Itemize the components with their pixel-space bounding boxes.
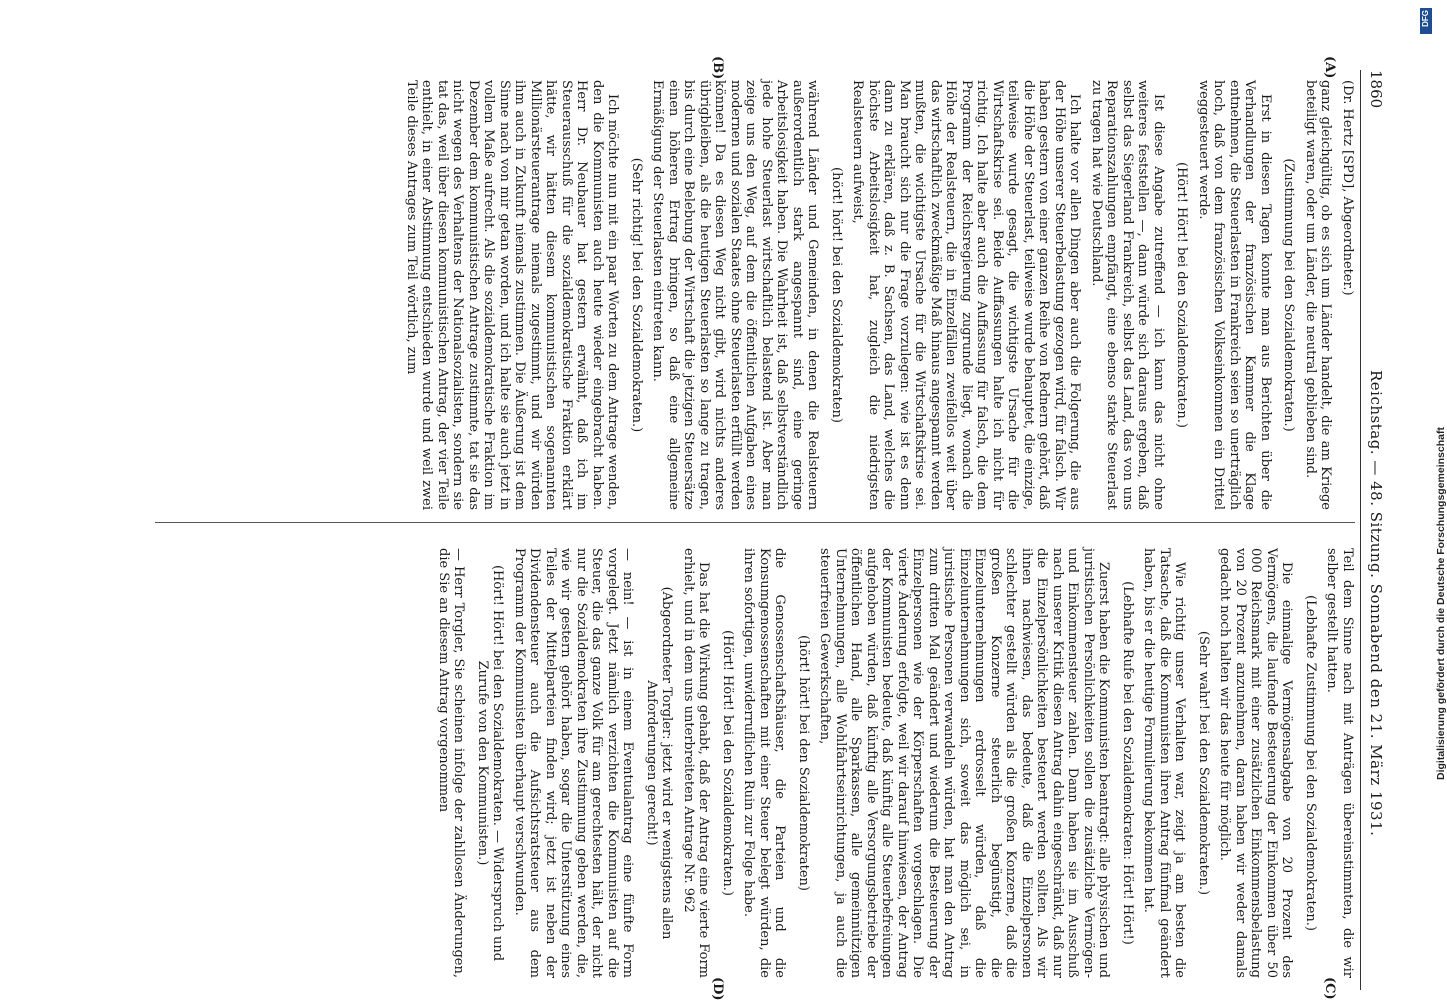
- paragraph: Zuerst haben die Kommunisten beantragt: alle physischen und juristischen Persönlichkeiten sollen die zusätzliche Vermögen- und Einkommensteuer zahlen. Dann haben sie im Ausschuß nach unserer Kritik diesen Antrag dahin eingeschränkt, daß nur die Einzelpersönlichkeiten besteuert werden sollten. Als wir ihnen nachwiesen, das bedeute, daß die Einzelpersonen schlechter gestellt würden als die großen Konzerne, daß die großen Konzerne steuerlich begünstigt, die Einzelunternehmungen erdrosselt würden, daß die Einzelunternehmungen sich, soweit das möglich sei, in juristische Personen verwandeln würden, hat man den Antrag zum dritten Mal geändert und wiederum die Besteuerung der Einzelpersonen wie der Körperschaften vorgeschlagen. Die vierte Änderung erfolgte, weil wir darauf hinwiesen, der Antrag der Kommunisten bedeute, daß künftig alle Steuerbefreiungen aufgehoben würden, daß künftig alle Versorgungsbetriebe der öffentlichen Hand, alle Sparkassen, alle gemeinnützigen Unternehmungen, alle Wohlfahrtseinrichtungen, ja auch die steuerfreien Gewerkschaften,: [817, 548, 1112, 978]
- paragraph: — Herr Torgler, Sie scheinen infolge der zahllosen Änderungen, die Sie an diesem Antrag vorgenommen: [436, 548, 467, 978]
- paragraph: Ist diese Angabe zutreffend — ich kann das nicht ohne weiteres feststellen —, dann würde sich daraus ergeben, daß selbst das Siegerland Frankreich, selbst das Land, das von uns Reparationszahlungen empfängt, eine ebenso starke Steuerlast zu tragen hat wie Deutschland.: [1089, 80, 1166, 510]
- digitization-caption: Digitalisierung gefördert durch die Deutsche Forschungsgemeinschaft: [1435, 427, 1447, 780]
- page-number: 1860: [1367, 70, 1385, 109]
- right-column: [430, 548, 1356, 978]
- left-column: [398, 80, 1356, 510]
- paragraph: Wie richtig unser Verhalten war, zeigt ja am besten die Tatsache, daß die Kommunisten ihren Antrag fünfmal geändert haben, bis er die heutige Formulierung bekommen hat.: [1141, 548, 1188, 978]
- paragraph: Ich möchte nun mit ein paar Worten zu dem Antrage wenden, den die Kommunisten auch heute wieder eingebracht haben. Herr Dr. Neubauer hat gestern erwähnt, daß ich im Steuerausschuß für die sozialdemokratische Fraktion erklärt hätte, wir hätten diesem kommunistischen sogenannten Millionärsteuerantrage niemals zugestimmt, und wir würden ihm auch in Zukunft niemals zustimmen. Die Äußerung ist dem Sinne nach von mir getan worden, und ich halte sie auch jetzt in vollem Maße aufrecht. Als die sozialdemokratische Fraktion im Dezember dem kommunistischen Antrage zustimmte, tat sie das nicht wegen des Verhaltens der Nationalsozialisten, sondern sie tat das, weil über diesen kommunistischen Antrag, der vier Teile enthielt, in einer Abstimmung entschieden wurde und weil zwei Teile dieses Antrages zum Teil wörtlich, zum: [404, 80, 621, 510]
- side-caption: [1421, 20, 1447, 1000]
- column-divider: [155, 522, 1355, 523]
- interjection: (Lebhafte Zustimmung bei den Sozialdemokraten.): [1303, 595, 1318, 931]
- margin-marker-d: (D): [710, 977, 725, 1001]
- dfg-logo-text: DFG: [1421, 10, 1430, 27]
- interjection: (Sehr wahr! bei den Sozialdemokraten.): [1196, 630, 1211, 896]
- paragraph: Teil dem Sinne nach mit Anträgen übereinstimmten, die wir selber gestellt hatten.: [1324, 548, 1355, 978]
- interjection: (Zustimmung bei den Sozialdemokraten.): [1281, 158, 1297, 432]
- interjection: (Abgeordneter Torgler: jetzt wird er wenigstens allen Anforderungen gerecht!): [644, 586, 675, 940]
- paragraph: — nein! — ist in einem Eventualantrag eine fünfte Form vorgelegt. Jetzt nämlich verzichten die Kommunisten auf die Steuer, die das ganze Volk für am gerechtesten hält, der nicht nur die Sozialdemokraten ihre Zustimmung geben werden, die, wie wir gestern gehört haben, sogar die Unterstützung eines Teiles der Mittelparteien finden wird; jetzt ist neben der Dividendensteuer auch die Aufsichtsratsteuer aus dem Programm der Kommunisten überhaupt verschwunden.: [512, 548, 636, 978]
- paragraph: während Länder und Gemeinden, in denen die Realsteuern außerordentlich stark angespannt sind, eine geringe Arbeitslosigkeit haben. Die Wahrheit ist, daß selbstverständlich jede hohe Steuerlast wirtschaftlich belastend ist. Aber man zeige uns den Weg, auf dem die öffentlichen Aufgaben eines modernen und sozialen Staates ohne Steuerlasten erfüllt werden können! Da es diesen Weg nicht gibt, wird nichts anderes übrigbleiben, als die heutigen Steuerlasten so lange zu tragen, bis durch eine Belebung der Wirtschaft die jetzigen Steuersätze einen höheren Ertrag bringen, so daß eine allgemeine Ermäßigung der Steuerlasten eintreten kann.: [650, 80, 821, 510]
- interjection: (hört! hört! bei den Sozialdemokraten): [829, 167, 844, 423]
- page-header: [1360, 70, 1387, 990]
- paragraph: die Genossenschaftshäuser, die Parteien und die Konsumgenossenschaften mit einer Steuer belegt würden, die ihren sofortigen, unwiderruflichen Ruin zur Folge habe.: [741, 548, 788, 978]
- margin-marker-a: (A): [1322, 56, 1337, 79]
- interjection: (Hört! Hört! bei den Sozialdemokraten. — Widerspruch und Zurufe von den Kommunisten.): [475, 564, 506, 962]
- running-title: Reichstag. — 48. Sitzung. Sonnabend den 21. März 1931.: [1367, 370, 1385, 837]
- paragraph: Ich halte vor allen Dingen aber auch die Folgerung, die aus der Höhe unserer Steuerbelastung gezogen wird, für falsch. Wir haben gestern von einer ganzen Reihe von Rednern gehört, daß die Höhe der Steuerlast, teilweise wurde behauptet, die einzige, teilweise wurde gesagt, die wichtigste Ursache für die Wirtschaftskrise sei. Beide Auffassungen halte ich nicht für richtig. Ich halte aber auch die Auffassung für falsch, die dem Programm der Reichsregierung zugrunde liegt, wonach die Höhe der Realsteuern, die in Einzelfällen zweifellos weit über das wirtschaftlich zweckmäßige Maß hinaus angespannt werden mußten, die wichtigste Ursache für die Wirtschaftskrise sei. Man braucht sich nur die Frage vorzulegen: wie ist es denn dann zu erklären, daß z. B. Sachsen, das Land, welches die höchste Arbeitslosigkeit hat, zugleich die niedrigsten Realsteuern aufweist,: [850, 80, 1083, 510]
- scanned-page: [65, 56, 1395, 1001]
- paragraph: ganz gleichgültig, ob es sich um Länder handelt, die am Kriege beteiligt waren, oder um Länder, die neutral geblieben sind.: [1303, 80, 1334, 510]
- paragraph: (Dr. Hertz [SPD], Abgeordneter.): [1340, 80, 1355, 296]
- interjection: (hört! hört! bei den Sozialdemokraten): [796, 635, 811, 891]
- interjection: (Hört! Hört! bei den Sozialdemokraten.): [720, 630, 735, 896]
- margin-marker-b: (B): [710, 56, 725, 80]
- paragraph: Das hat die Wirkung gehabt, daß der Antrag eine vierte Form erhielt, und in dem uns unterbreiteten Antrage Nr. 962: [681, 548, 712, 978]
- interjection: (Hört! Hört! bei den Sozialdemokraten.): [1174, 162, 1190, 428]
- paragraph: Die einmalige Vermögensabgabe von 20 Prozent des Vermögens, die laufende Besteuerung der Einkommen über 50 000 Reichsmark mit einer zusätzlichen Einkommensbelastung von 20 Prozent anzunehmen, daran haben wir weder damals gedacht noch halten wir das heute für möglich.: [1217, 548, 1295, 978]
- interjection: (Lebhafte Rufe bei den Sozialdemokraten: Hört! Hört!): [1120, 581, 1135, 945]
- margin-marker-c: (C): [1322, 977, 1337, 1000]
- paragraph: Erst in diesen Tagen konnte man aus Berichten über die Verhandlungen der französischen Kammer die Klage entnehmen, die Steuerlasten in Frankreich seien so unerträglich hoch, daß von dem französischen Volkseinkommen ein Drittel weggesteuert werde.: [1196, 80, 1273, 510]
- interjection: (Sehr richtig! bei den Sozialdemokraten.): [629, 157, 644, 433]
